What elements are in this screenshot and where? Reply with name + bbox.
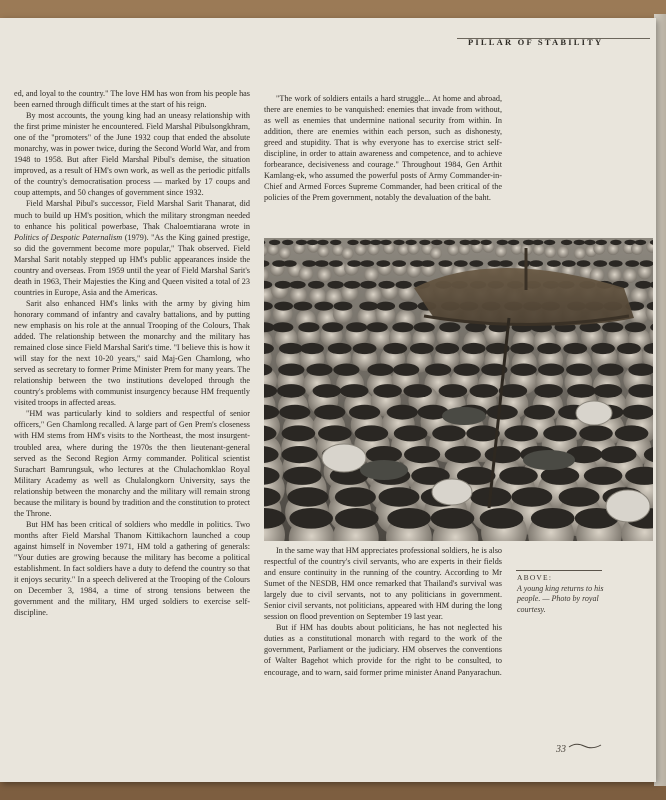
crowd-hair bbox=[360, 260, 374, 267]
crowd-hair bbox=[561, 240, 572, 245]
crowd-hair bbox=[432, 425, 466, 441]
crowd-hair bbox=[314, 302, 333, 311]
crowd-hair bbox=[283, 467, 322, 485]
crowd-face bbox=[637, 265, 652, 280]
right-bottom-paragraph-2: But if HM has doubts about politicians, he has not neglected his duties as a constitutional monarch with regard to the work of the government, Parliament or the judiciary. HM observes the conventions of Walter Bagehot which provide for the right to be consulted, to encourage, and to warn, said former prime minister Anand Panyarachun. bbox=[264, 623, 502, 677]
right-bottom-paragraph-1: In the same way that HM appreciates professional soldiers, he is also respectful of the country's civil servants, who are experts in their fields and ensure continuity in the running of the country. According to Mr Sumet of the NESDB, HM once remarked that Thailand's survival was largely due to civil servants, not to any politicians in government. Senior civil servants, not politicians, appeared with HM during the long session on flood prevention on September 19 last year. bbox=[264, 546, 503, 622]
crowd-hair bbox=[307, 240, 318, 245]
crowd-hair bbox=[359, 302, 378, 311]
crowd-hair bbox=[367, 322, 388, 332]
crowd-hair bbox=[594, 384, 623, 398]
crowd-hair bbox=[470, 384, 499, 398]
crowd-hair bbox=[289, 281, 305, 289]
crowd-hair bbox=[327, 281, 343, 289]
crowd-hair bbox=[625, 322, 646, 332]
left-paragraph-4: Sarit also enhanced HM's links with the army by giving him honorary command of infantry and cavalry battalions, and by putting new emphasis on his role at the annual Trooping of the Colours, Thak added. The relationship between the monarchy and the military has remained close since Field Marshal Sarit's time. "I believe this is how it will stay for the next 10-20 years," said Maj-Gen Chamlong, who served as secretary to former Prime Minister Prem for many years. The relationship between the two institutions developed through the country's problems with communist insurgency because HM frequently visited troops in affected areas. bbox=[14, 298, 250, 408]
crowd-hair bbox=[508, 240, 519, 245]
page-number: 33 bbox=[556, 744, 566, 755]
crowd-hair bbox=[511, 364, 537, 376]
crowd-hair bbox=[635, 240, 646, 245]
crowd-hair bbox=[566, 364, 592, 376]
crowd-hair bbox=[439, 384, 468, 398]
crowd-hair bbox=[610, 240, 621, 245]
crowd-hair bbox=[275, 281, 291, 289]
caption-text: A young king returns to his people. — Photo by royal courtesy. bbox=[517, 583, 604, 614]
crowd-hair bbox=[322, 322, 343, 332]
crowd-hair bbox=[609, 260, 623, 267]
crowd-hair bbox=[393, 240, 404, 245]
crowd-hair bbox=[485, 446, 521, 463]
crowd-hair bbox=[584, 240, 595, 245]
crowd-hair bbox=[405, 240, 416, 245]
crowd-hair bbox=[313, 384, 342, 398]
crowd-hair bbox=[334, 302, 353, 311]
crowd-hair bbox=[335, 508, 379, 529]
crowd-hair bbox=[269, 240, 280, 245]
left-paragraph-1: ed, and loyal to the country." The love HM has won from his people has been earned through difficult times at the start of his reign. bbox=[14, 89, 250, 110]
crowd-hair bbox=[344, 281, 360, 289]
crowd-face bbox=[299, 266, 314, 281]
crowd-hair bbox=[355, 425, 389, 441]
crowd-hair bbox=[367, 364, 393, 376]
crowd-photo bbox=[264, 238, 653, 541]
crowd-hair bbox=[283, 260, 297, 267]
crowd-hair bbox=[635, 281, 651, 289]
left-paragraph-2: By most accounts, the young king had an uneasy relationship with the first prime minister he encountered. Field Marshal Pibulsongkhram, one of the "promoters" of the June 1932 coup that ended the absolute monarchy, was in power twice, during the Second World War, and from 1948 to 1958. But after Field Marshal Pibul's demise, the situation improved, as a result of HM's own work, as well as the periodic pitfalls of the country's democratisation process — marked by 17 coups and coup attempts, and 50 changes of government since 1932. bbox=[14, 111, 250, 198]
crowd-hair bbox=[617, 343, 641, 354]
crowd-hair bbox=[410, 343, 434, 354]
crowd-hair bbox=[302, 260, 316, 267]
crowd-hair bbox=[298, 322, 319, 332]
crowd-hair bbox=[511, 487, 552, 506]
crowd-hair bbox=[640, 260, 653, 267]
left-paragraph-3: Field Marshal Pibul's successor, Field Marshal Sarit Thanarat, did much to build up HM's position, which the military strongman needed to enhance his political powerbase, Thak Chaloemtiarana wrote in Politics of Despotic Paternalism (1979). "As the King gained prestige, so did the government become more popular," Thak observed. Field Marshal Sarit notably stepped up HM's public appearances inside the country and overseas. From 1959 until the year of Field Marshal Sarit's death in 1963, Their Majesties the King and Queen visited a total of 23 countries in Europe, Asia and the Americas. bbox=[14, 199, 251, 297]
crowd-hair bbox=[537, 343, 561, 354]
crowd-hair bbox=[387, 508, 431, 529]
crowd-hair bbox=[393, 364, 419, 376]
crowd-hair bbox=[349, 405, 380, 420]
crowd-hair bbox=[567, 384, 596, 398]
crowd-hair bbox=[383, 343, 407, 354]
crowd-hair bbox=[435, 343, 459, 354]
crowd-hair bbox=[454, 364, 480, 376]
crowd-face bbox=[290, 287, 307, 304]
crowd-face bbox=[342, 248, 354, 260]
crowd-face bbox=[365, 287, 382, 304]
crowd-hair bbox=[574, 240, 585, 245]
crowd-hair bbox=[317, 240, 328, 245]
crowd-hair bbox=[287, 487, 328, 506]
crowd-hair bbox=[394, 425, 428, 441]
crowd-hair bbox=[315, 260, 329, 267]
crowd-face bbox=[279, 247, 291, 259]
crowd-hair bbox=[329, 260, 343, 267]
crowd-hair bbox=[318, 425, 352, 441]
crowd-hair bbox=[543, 425, 577, 441]
crowd-hair bbox=[360, 240, 371, 245]
crowd-hair bbox=[272, 322, 293, 332]
crowd-hair bbox=[414, 322, 435, 332]
crowd-hair bbox=[308, 281, 324, 289]
crowd-face bbox=[317, 245, 329, 257]
crowd-hair bbox=[421, 260, 435, 267]
crowd-hair bbox=[395, 281, 411, 289]
crowd-hair bbox=[282, 425, 316, 441]
crowd-face bbox=[495, 245, 507, 257]
crowd-face bbox=[533, 244, 545, 256]
crowd-hair bbox=[380, 240, 391, 245]
crowd-hair bbox=[597, 364, 623, 376]
crowd-face bbox=[317, 268, 332, 283]
crowd-hair bbox=[314, 405, 345, 420]
crowd-hair bbox=[360, 281, 376, 289]
crowd-hair bbox=[439, 260, 453, 267]
caption-rule bbox=[516, 570, 602, 571]
crowd-hair bbox=[279, 405, 310, 420]
crowd-hair bbox=[593, 260, 607, 267]
crowd-hair bbox=[454, 260, 468, 267]
crowd-hair bbox=[392, 322, 413, 332]
book-title: Politics of Despotic Paternalism bbox=[14, 232, 123, 242]
crowd-hair bbox=[373, 384, 402, 398]
crowd-hair bbox=[335, 487, 376, 506]
crowd-hair bbox=[596, 240, 607, 245]
crowd-hair bbox=[469, 260, 483, 267]
crowd-hair bbox=[399, 302, 418, 311]
crowd-face bbox=[267, 244, 279, 256]
crowd-face bbox=[622, 268, 637, 283]
left-paragraph-5: "HM was particularly kind to soldiers and respectful of senior officers," Gen Chamlong recalled. A large part of Gen Prem's closeness with HM stems from HM's visits to the Northeast, the most insurgent-troubled area, where during the 1970s the then lieutenant-general served as the Second Region Army commander. Political scientist Surachart Bamrungsuk, who lectures at the Chulachomklao Royal Military Academy as well as Chulalongkorn University, says the relationship between the monarchy and the military will remain strong because the military is bound by tradition and the constitution to protect the Throne. bbox=[14, 409, 250, 518]
crowd-hair bbox=[419, 240, 430, 245]
crowd-hair bbox=[531, 508, 575, 529]
crowd-hair bbox=[623, 405, 654, 420]
crowd-hair bbox=[445, 446, 481, 463]
crowd-hair bbox=[577, 260, 591, 267]
flourish-ornament bbox=[568, 741, 602, 751]
crowd-hair bbox=[277, 384, 306, 398]
crowd-hair bbox=[497, 240, 508, 245]
crowd-face bbox=[607, 268, 622, 283]
crowd-hair bbox=[600, 446, 636, 463]
crowd-face bbox=[447, 244, 459, 256]
crowd-hair bbox=[579, 425, 613, 441]
crowd-hair bbox=[544, 240, 555, 245]
crowd-hair bbox=[532, 240, 543, 245]
crowd-hair bbox=[524, 405, 555, 420]
crowd-hair bbox=[480, 508, 524, 529]
crowd-hair bbox=[289, 508, 333, 529]
crowd-hair bbox=[439, 322, 460, 332]
right-column-bottom bbox=[264, 545, 502, 678]
photo-caption bbox=[517, 573, 613, 615]
crowd-hair bbox=[615, 425, 649, 441]
crowd-hair bbox=[278, 364, 304, 376]
crowd-hair bbox=[425, 364, 451, 376]
crowd-hair bbox=[294, 302, 313, 311]
crowd-hair bbox=[487, 405, 518, 420]
crowd-hair bbox=[547, 260, 561, 267]
crowd-hair bbox=[340, 384, 369, 398]
crowd-hair bbox=[584, 467, 623, 485]
crowd-hair bbox=[538, 364, 564, 376]
crowd-hair bbox=[328, 343, 352, 354]
crowd-hair bbox=[403, 384, 432, 398]
crowd-hair bbox=[274, 302, 293, 311]
crowd-hair bbox=[330, 240, 341, 245]
crowd-hair bbox=[499, 467, 538, 485]
crowd-face bbox=[368, 243, 380, 255]
crowd-hair bbox=[562, 260, 576, 267]
crowd-hair bbox=[444, 240, 455, 245]
crowd-face bbox=[557, 246, 569, 258]
crowd-hair bbox=[480, 240, 491, 245]
crowd-hair bbox=[499, 260, 513, 267]
crowd-hair bbox=[534, 384, 563, 398]
crowd-hair bbox=[469, 240, 480, 245]
crowd-hair bbox=[378, 281, 394, 289]
crowd-hair bbox=[347, 260, 361, 267]
crowd-hair bbox=[392, 260, 406, 267]
left-paragraph-6: But HM has been critical of soldiers who meddle in politics. Two months after Field Marshal Thanom Kittikachorn launched a coup against himself in November 1971, HM told a gathering of generals: "Your duties are growing because the military has become a political establishment. In fact soldiers have a duty to defend the country so that it enjoys security." In a speech delivered at the Trooping of the Colours on December 3, 1984, a time of strong tensions between the government and the military, HM urged soldiers to exercise self-discipline. bbox=[14, 519, 250, 618]
crowd-hair bbox=[602, 322, 623, 332]
crowd-hair bbox=[379, 487, 420, 506]
crowd-hair bbox=[279, 343, 303, 354]
crowd-hair bbox=[559, 487, 600, 506]
crowd-hair bbox=[353, 343, 377, 354]
crowd-hair bbox=[282, 446, 318, 463]
crowd-hair bbox=[333, 364, 359, 376]
crowd-face bbox=[355, 244, 367, 256]
crowd-hair bbox=[510, 343, 534, 354]
left-column bbox=[14, 88, 250, 618]
crowd-hair bbox=[625, 260, 639, 267]
crowd-photo-drawing bbox=[264, 238, 653, 541]
crowd-hair bbox=[376, 302, 395, 311]
right-top-paragraph-1: "The work of soldiers entails a hard struggle... At home and abroad, there are enemies to be vanquished: enemies that invade from without, as well as enemies that undermine national security from within. In addition, there are enemies within each person, such as dishonesty, greed and stupidity. That is why everyone has to exercise strict self-discipline, in order to attain awareness and competence, and to achieve forbearance, decisiveness and courage." Throughout 1984, Gen Arthit Kamlang-ek, who assumed the powerful posts of Army Commander-in-Chief and Armed Forces Supreme Commander, had been critical of the policies of the Prem government, notably the devaluation of the baht. bbox=[264, 94, 502, 203]
crowd-hair bbox=[504, 425, 538, 441]
crowd-face bbox=[574, 247, 586, 259]
crowd-hair bbox=[296, 240, 307, 245]
crowd-hair bbox=[563, 343, 587, 354]
crowd-hair bbox=[591, 343, 615, 354]
crowd-hair bbox=[529, 260, 543, 267]
running-head: PILLAR OF STABILITY bbox=[468, 37, 604, 47]
crowd-hair bbox=[300, 343, 324, 354]
crowd-hair bbox=[370, 240, 381, 245]
crowd-hair bbox=[306, 364, 332, 376]
crowd-face bbox=[544, 246, 556, 258]
right-column-top bbox=[264, 93, 502, 203]
crowd-hair bbox=[462, 343, 486, 354]
crowd-hair bbox=[347, 240, 358, 245]
crowd-hair bbox=[431, 508, 475, 529]
crowd-face bbox=[430, 247, 442, 259]
crowd-hair bbox=[346, 322, 367, 332]
crowd-hair bbox=[404, 446, 440, 463]
crowd-hair bbox=[282, 240, 293, 245]
crowd-hair bbox=[376, 260, 390, 267]
crowd-face bbox=[364, 267, 379, 282]
crowd-hair bbox=[431, 240, 442, 245]
crowd-hair bbox=[387, 405, 418, 420]
caption-label: ABOVE: bbox=[517, 573, 553, 582]
